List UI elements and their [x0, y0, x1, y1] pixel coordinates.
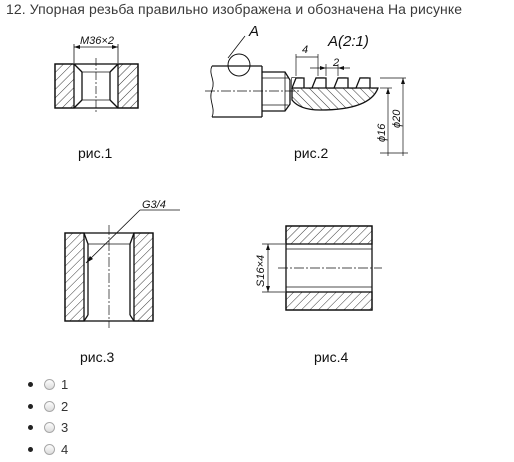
option-label[interactable]: 2	[61, 398, 69, 414]
question-text: 12. Упорная резьба правильно изображена и обозначена На рисунке	[6, 1, 463, 17]
figure-2-dim-depth: 2	[333, 57, 340, 69]
figure-4-caption: рис.4	[314, 349, 349, 365]
option-1[interactable]	[30, 374, 68, 396]
figure-1-thread-label: M36×2	[80, 35, 114, 47]
radio-button[interactable]	[44, 444, 55, 455]
bullet-icon	[28, 404, 33, 409]
option-3[interactable]	[30, 417, 68, 439]
option-label[interactable]: 3	[61, 420, 69, 436]
figure-4	[262, 226, 382, 310]
figure-2-view-letter: A	[249, 23, 260, 40]
option-label[interactable]: 4	[61, 441, 69, 457]
figure-1-caption: рис.1	[78, 145, 113, 161]
radio-button[interactable]	[44, 401, 55, 412]
option-label[interactable]: 1	[61, 377, 69, 393]
figure-2-caption: рис.2	[294, 145, 329, 161]
radio-button[interactable]	[44, 379, 55, 390]
figure-3-thread-label: G3/4	[142, 199, 166, 211]
figure-4-thread-label: S16×4	[255, 254, 267, 287]
bullet-icon	[28, 425, 33, 430]
figure-2-dim-d16: ϕ16	[376, 123, 388, 142]
option-2[interactable]	[30, 396, 68, 418]
bullet-icon	[28, 447, 33, 452]
radio-button[interactable]	[44, 422, 55, 433]
bullet-icon	[28, 382, 33, 387]
figure-3	[65, 210, 180, 328]
figure-1	[55, 44, 138, 113]
figure-2-dim-d20: ϕ20	[391, 109, 403, 128]
figure-2-view-title: A(2:1)	[328, 33, 369, 50]
figure-3-caption: рис.3	[80, 349, 115, 365]
answer-options	[30, 374, 68, 460]
option-4[interactable]	[30, 439, 68, 461]
figure-2-dim-pitch: 4	[302, 44, 309, 56]
